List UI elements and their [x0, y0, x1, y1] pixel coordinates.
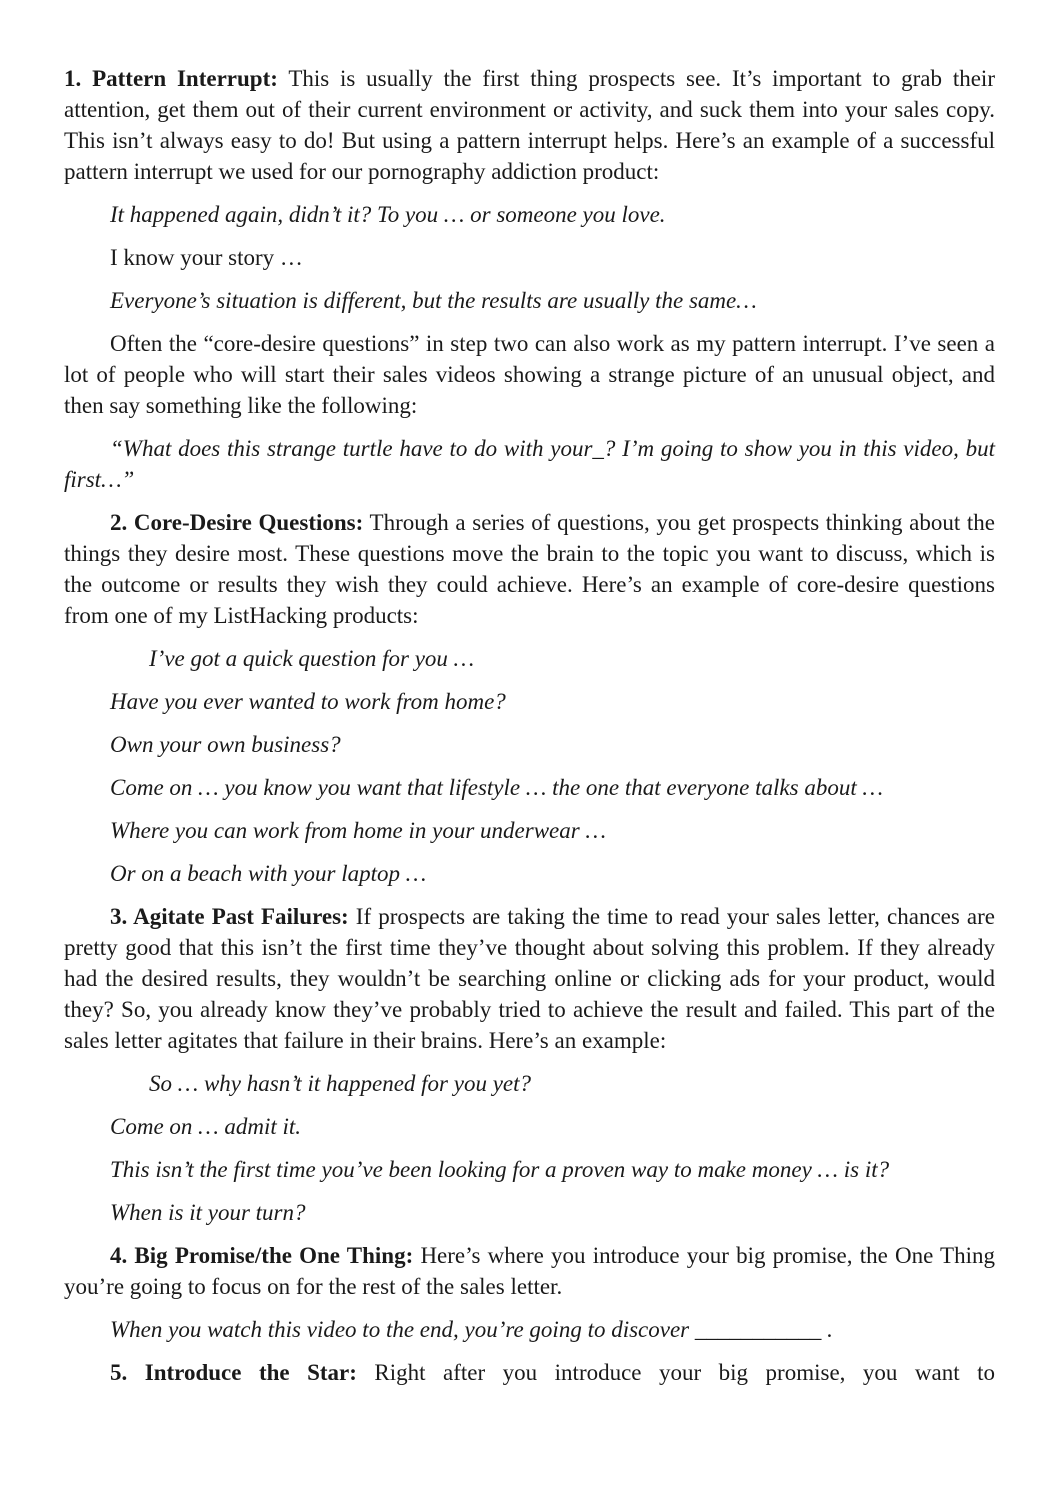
- page-content: [64, 63, 995, 1400]
- section-big-promise: [64, 1240, 995, 1302]
- example-line: Come on … admit it.: [110, 1114, 302, 1139]
- example-line: This isn’t the first time you’ve been looking for a proven way to make money … is it?: [110, 1157, 890, 1182]
- section-core-desire-questions: [64, 507, 995, 631]
- example-line: Or on a beach with your laptop …: [110, 861, 427, 886]
- example-line: Everyone’s situation is different, but the results are usually the same…: [110, 288, 757, 313]
- section-introduce-the-star: [64, 1357, 995, 1388]
- section-body: If prospects are taking the time to read your sales letter, chances are pretty good that this isn’t the first time they’ve thought about solving this problem. If they already had the desired results, they wouldn’t be searching online or clicking ads for your product, would they? So, you already know they’ve probably tried to achieve the result and failed. This part of the sales letter agitates that failure in their brains. Here’s an example:: [64, 904, 995, 1053]
- section-pattern-interrupt: [64, 63, 995, 187]
- section-agitate-past-failures: [64, 901, 995, 1056]
- example-line: I’ve got a quick question for you …: [149, 646, 475, 671]
- section-heading: 3. Agitate Past Failures:: [110, 904, 349, 929]
- example-quote: “What does this strange turtle have to do with your_? I’m going to show you in this video, but first…”: [64, 436, 995, 492]
- section-body: This is usually the first thing prospects see. It’s important to grab their attention, get them out of their current environment or activity, and suck them into your sales copy. This isn’t always easy to do! But using a pattern interrupt helps. Here’s an example of a successful pattern interrupt we used for our pornography addiction product:: [64, 66, 995, 184]
- section-heading: 4. Big Promise/the One Thing:: [110, 1243, 414, 1268]
- example-line: Have you ever wanted to work from home?: [110, 689, 506, 714]
- example-line: It happened again, didn’t it? To you … or someone you love.: [110, 202, 666, 227]
- example-line: Where you can work from home in your underwear …: [110, 818, 606, 843]
- section-body: Here’s where you introduce your big promise, the One Thing you’re going to focus on for the rest of the sales letter.: [64, 1243, 995, 1299]
- example-line: When is it your turn?: [110, 1200, 306, 1225]
- section-heading: 2. Core-Desire Questions:: [110, 510, 364, 535]
- section-body: Right after you introduce your big promise, you want to: [356, 1360, 995, 1385]
- section-body: Through a series of questions, you get prospects thinking about the things they desire most. These questions move the brain to the topic you want to discuss, which is the outcome or results they wish they could achieve. Here’s an example of core-desire questions from one of my ListHacking products:: [64, 510, 995, 628]
- example-line: So … why hasn’t it happened for you yet?: [149, 1071, 532, 1096]
- example-line: Own your own business?: [110, 732, 341, 757]
- example-line: I know your story …: [110, 245, 303, 270]
- followup-paragraph: Often the “core-desire questions” in step two can also work as my pattern interrupt. I’ve seen a lot of people who will start their sales videos showing a strange picture of an unusual object, and then say something like the following:: [64, 331, 995, 418]
- example-line: Come on … you know you want that lifestyle … the one that everyone talks about …: [110, 775, 883, 800]
- section-heading: 1. Pattern Interrupt:: [64, 66, 278, 91]
- example-line: When you watch this video to the end, you’re going to discover ___________ .: [110, 1317, 833, 1342]
- section-heading: 5. Introduce the Star:: [110, 1360, 357, 1385]
